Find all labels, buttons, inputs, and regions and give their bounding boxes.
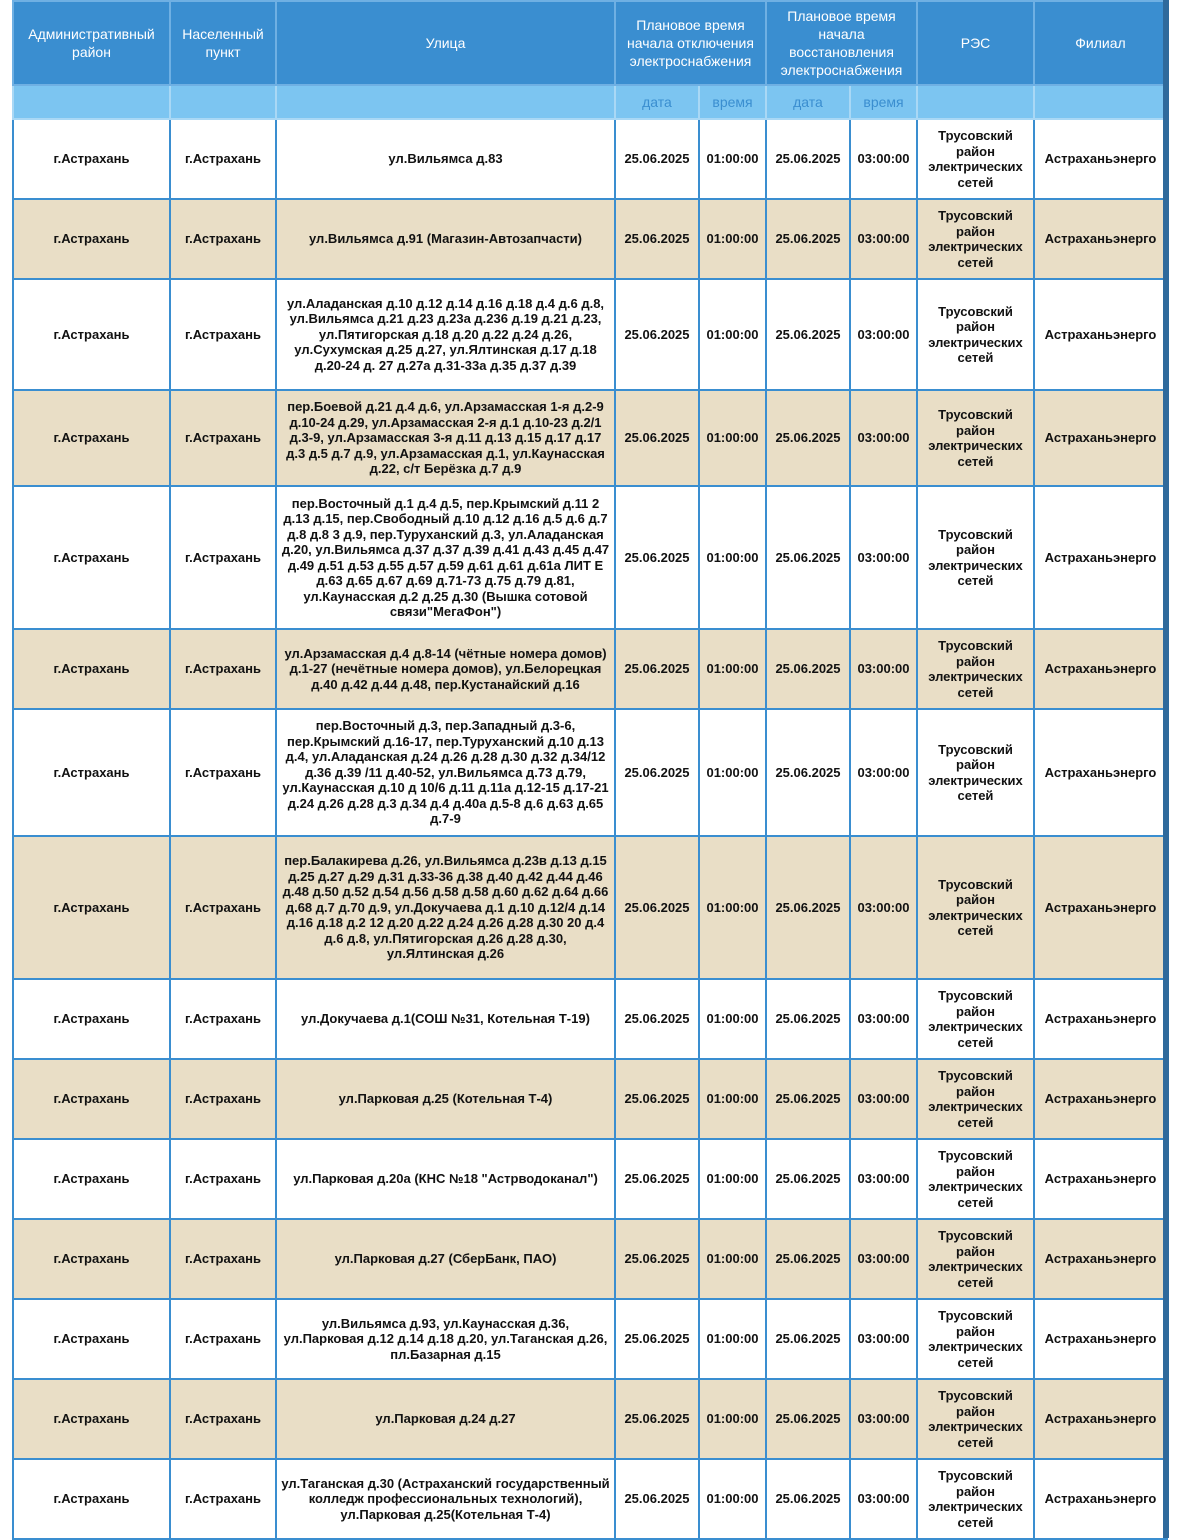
cell-settlement: г.Астрахань — [170, 1299, 276, 1379]
cell-on-date: 25.06.2025 — [766, 119, 850, 199]
cell-off-time: 01:00:00 — [699, 1059, 766, 1139]
cell-district: г.Астрахань — [13, 486, 170, 629]
cell-branch: Астраханьэнерго — [1034, 979, 1167, 1059]
cell-res: Трусовский район электрических сетей — [917, 486, 1034, 629]
cell-settlement: г.Астрахань — [170, 390, 276, 486]
header-district: Административный район — [13, 1, 170, 85]
cell-settlement: г.Астрахань — [170, 979, 276, 1059]
cell-branch: Астраханьэнерго — [1034, 836, 1167, 979]
cell-on-time: 03:00:00 — [850, 709, 917, 836]
header-off-time: Плановое время начала отключения электроснабжения — [615, 1, 766, 85]
cell-on-date: 25.06.2025 — [766, 486, 850, 629]
cell-off-date: 25.06.2025 — [615, 1059, 699, 1139]
cell-res: Трусовский район электрических сетей — [917, 979, 1034, 1059]
header-street: Улица — [276, 1, 615, 85]
cell-res: Трусовский район электрических сетей — [917, 279, 1034, 390]
cell-on-time: 03:00:00 — [850, 486, 917, 629]
cell-settlement: г.Астрахань — [170, 1379, 276, 1459]
subheader-off-date: дата — [615, 85, 699, 119]
cell-on-time: 03:00:00 — [850, 390, 917, 486]
cell-branch: Астраханьэнерго — [1034, 486, 1167, 629]
cell-res: Трусовский район электрических сетей — [917, 1219, 1034, 1299]
subheader-on-time: время — [850, 85, 917, 119]
subheader-empty — [276, 85, 615, 119]
cell-off-date: 25.06.2025 — [615, 1139, 699, 1219]
cell-street: ул.Парковая д.27 (СберБанк, ПАО) — [276, 1219, 615, 1299]
cell-off-time: 01:00:00 — [699, 1379, 766, 1459]
cell-branch: Астраханьэнерго — [1034, 1379, 1167, 1459]
cell-settlement: г.Астрахань — [170, 279, 276, 390]
cell-on-date: 25.06.2025 — [766, 1459, 850, 1539]
cell-res: Трусовский район электрических сетей — [917, 199, 1034, 279]
cell-off-time: 01:00:00 — [699, 199, 766, 279]
cell-on-date: 25.06.2025 — [766, 1219, 850, 1299]
table-body — [13, 119, 1167, 1539]
table-row — [13, 709, 1167, 836]
outage-table-container — [12, 0, 1168, 1540]
cell-off-time: 01:00:00 — [699, 1139, 766, 1219]
cell-settlement: г.Астрахань — [170, 1219, 276, 1299]
cell-district: г.Астрахань — [13, 199, 170, 279]
table-row — [13, 629, 1167, 709]
table-row — [13, 390, 1167, 486]
cell-settlement: г.Астрахань — [170, 486, 276, 629]
cell-on-date: 25.06.2025 — [766, 629, 850, 709]
cell-res: Трусовский район электрических сетей — [917, 1379, 1034, 1459]
cell-on-date: 25.06.2025 — [766, 279, 850, 390]
cell-settlement: г.Астрахань — [170, 199, 276, 279]
header-on-time: Плановое время начала восстановления электроснабжения — [766, 1, 917, 85]
header-branch: Филиал — [1034, 1, 1167, 85]
cell-off-time: 01:00:00 — [699, 979, 766, 1059]
cell-street: ул.Парковая д.24 д.27 — [276, 1379, 615, 1459]
cell-street: пер.Боевой д.21 д.4 д.6, ул.Арзамасская 1-я д.2-9 д.10-24 д.29, ул.Арзамасская 2-я д.1 д.10-23 д.2/1 д.3-9, ул.Арзамасская 3-я д.11 д.13 д.15 д.17 д.17 д.3 д.5 д.7 д.9, ул.Арзамасская д.1, ул.Каунасская д.22, с/т Берёзка д.7 д.9 — [276, 390, 615, 486]
cell-settlement: г.Астрахань — [170, 119, 276, 199]
cell-on-date: 25.06.2025 — [766, 199, 850, 279]
cell-district: г.Астрахань — [13, 836, 170, 979]
cell-settlement: г.Астрахань — [170, 1059, 276, 1139]
cell-street: ул.Докучаева д.1(СОШ №31, Котельная Т-19) — [276, 979, 615, 1059]
cell-district: г.Астрахань — [13, 709, 170, 836]
cell-on-time: 03:00:00 — [850, 1459, 917, 1539]
cell-res: Трусовский район электрических сетей — [917, 1459, 1034, 1539]
cell-off-time: 01:00:00 — [699, 836, 766, 979]
subheader-on-date: дата — [766, 85, 850, 119]
cell-branch: Астраханьэнерго — [1034, 709, 1167, 836]
cell-res: Трусовский район электрических сетей — [917, 836, 1034, 979]
table-row — [13, 1059, 1167, 1139]
cell-settlement: г.Астрахань — [170, 836, 276, 979]
cell-off-date: 25.06.2025 — [615, 1219, 699, 1299]
table-row — [13, 1459, 1167, 1539]
cell-district: г.Астрахань — [13, 1379, 170, 1459]
cell-street: ул.Арзамасская д.4 д.8-14 (чётные номера домов) д.1-27 (нечётные номера домов), ул.Белорецкая д.40 д.42 д.44 д.48, пер.Кустанайский д.16 — [276, 629, 615, 709]
cell-on-time: 03:00:00 — [850, 1379, 917, 1459]
table-row — [13, 1219, 1167, 1299]
cell-district: г.Астрахань — [13, 1219, 170, 1299]
cell-off-date: 25.06.2025 — [615, 836, 699, 979]
cell-street: пер.Балакирева д.26, ул.Вильямса д.23в д.13 д.15 д.25 д.27 д.29 д.31 д.33-36 д.38 д.40 д.42 д.44 д.46 д.48 д.50 д.52 д.54 д.56 д.58 д.58 д.60 д.62 д.64 д.66 д.68 д.7 д.70 д.9, ул.Докучаева д.1 д.10 д.12/4 д.14 д.16 д.18 д.2 12 д.20 д.22 д.24 д.26 д.28 д.30 20 д.4 д.6 д.8, ул.Пятигорская д.26 д.28 д.30, ул.Ялтинская д.26 — [276, 836, 615, 979]
cell-on-date: 25.06.2025 — [766, 979, 850, 1059]
cell-on-time: 03:00:00 — [850, 1059, 917, 1139]
cell-on-time: 03:00:00 — [850, 1139, 917, 1219]
cell-res: Трусовский район электрических сетей — [917, 390, 1034, 486]
cell-on-time: 03:00:00 — [850, 629, 917, 709]
cell-street: ул.Аладанская д.10 д.12 д.14 д.16 д.18 д.4 д.6 д.8, ул.Вильямса д.21 д.23 д.23а д.236 д.19 д.21 д.23, ул.Пятигорская д.18 д.20 д.22 д.24 д.26, ул.Сухумская д.25 д.27, ул.Ялтинская д.17 д.18 д.20-24 д. 27 д.27а д.31-33а д.35 д.37 д.39 — [276, 279, 615, 390]
cell-off-date: 25.06.2025 — [615, 486, 699, 629]
cell-on-time: 03:00:00 — [850, 836, 917, 979]
cell-off-date: 25.06.2025 — [615, 709, 699, 836]
cell-off-date: 25.06.2025 — [615, 979, 699, 1059]
cell-off-time: 01:00:00 — [699, 119, 766, 199]
cell-branch: Астраханьэнерго — [1034, 1139, 1167, 1219]
subheader-empty — [917, 85, 1034, 119]
cell-on-date: 25.06.2025 — [766, 1379, 850, 1459]
cell-res: Трусовский район электрических сетей — [917, 119, 1034, 199]
cell-off-time: 01:00:00 — [699, 1459, 766, 1539]
cell-off-date: 25.06.2025 — [615, 279, 699, 390]
cell-on-date: 25.06.2025 — [766, 1059, 850, 1139]
table-row — [13, 1379, 1167, 1459]
cell-street: ул.Таганская д.30 (Астраханский государственный колледж профессиональных технологий), ул.Парковая д.25(Котельная Т-4) — [276, 1459, 615, 1539]
scrollbar-edge — [1163, 0, 1169, 1538]
table-row — [13, 486, 1167, 629]
cell-res: Трусовский район электрических сетей — [917, 1059, 1034, 1139]
table-row — [13, 1139, 1167, 1219]
cell-res: Трусовский район электрических сетей — [917, 709, 1034, 836]
table-row — [13, 1299, 1167, 1379]
cell-street: пер.Восточный д.3, пер.Западный д.3-6, пер.Крымский д.16-17, пер.Туруханский д.10 д.13 д.4, ул.Аладанская д.24 д.26 д.28 д.30 д.32 д.34/12 д.36 д.39 /11 д.40-52, ул.Вильямса д.73 д.79, ул.Каунасская д.10 д 10/6 д.11 д.11а д.12-15 д.17-21 д.24 д.26 д.28 д.3 д.34 д.4 д.40а д.5-8 д.6 д.63 д.65 д.7-9 — [276, 709, 615, 836]
cell-off-time: 01:00:00 — [699, 390, 766, 486]
cell-district: г.Астрахань — [13, 1059, 170, 1139]
subheader-empty — [1034, 85, 1167, 119]
cell-res: Трусовский район электрических сетей — [917, 1139, 1034, 1219]
cell-off-time: 01:00:00 — [699, 629, 766, 709]
cell-branch: Астраханьэнерго — [1034, 199, 1167, 279]
cell-off-time: 01:00:00 — [699, 709, 766, 836]
cell-district: г.Астрахань — [13, 629, 170, 709]
header-settlement: Населенный пункт — [170, 1, 276, 85]
cell-street: ул.Вильямса д.83 — [276, 119, 615, 199]
cell-res: Трусовский район электрических сетей — [917, 629, 1034, 709]
cell-branch: Астраханьэнерго — [1034, 1299, 1167, 1379]
cell-branch: Астраханьэнерго — [1034, 1219, 1167, 1299]
cell-street: ул.Парковая д.25 (Котельная Т-4) — [276, 1059, 615, 1139]
cell-district: г.Астрахань — [13, 979, 170, 1059]
cell-off-time: 01:00:00 — [699, 486, 766, 629]
cell-branch: Астраханьэнерго — [1034, 119, 1167, 199]
cell-branch: Астраханьэнерго — [1034, 279, 1167, 390]
cell-off-date: 25.06.2025 — [615, 390, 699, 486]
cell-district: г.Астрахань — [13, 119, 170, 199]
cell-on-time: 03:00:00 — [850, 1219, 917, 1299]
cell-on-date: 25.06.2025 — [766, 390, 850, 486]
cell-on-date: 25.06.2025 — [766, 1299, 850, 1379]
cell-street: ул.Вильямса д.91 (Магазин-Автозапчасти) — [276, 199, 615, 279]
cell-on-date: 25.06.2025 — [766, 709, 850, 836]
header-res: РЭС — [917, 1, 1034, 85]
cell-off-date: 25.06.2025 — [615, 1299, 699, 1379]
cell-on-time: 03:00:00 — [850, 279, 917, 390]
cell-branch: Астраханьэнерго — [1034, 1059, 1167, 1139]
cell-res: Трусовский район электрических сетей — [917, 1299, 1034, 1379]
cell-on-time: 03:00:00 — [850, 979, 917, 1059]
cell-district: г.Астрахань — [13, 1139, 170, 1219]
cell-on-date: 25.06.2025 — [766, 1139, 850, 1219]
cell-district: г.Астрахань — [13, 279, 170, 390]
cell-district: г.Астрахань — [13, 390, 170, 486]
cell-off-time: 01:00:00 — [699, 279, 766, 390]
cell-off-time: 01:00:00 — [699, 1299, 766, 1379]
table-row — [13, 279, 1167, 390]
cell-street: пер.Восточный д.1 д.4 д.5, пер.Крымский д.11 2 д.13 д.15, пер.Свободный д.10 д.12 д.16 д.5 д.6 д.7 д.8 д.8 3 д.9, пер.Туруханский д.3, ул.Аладанская д.20, ул.Вильямса д.37 д.37 д.39 д.41 д.43 д.45 д.47 д.49 д.51 д.53 д.55 д.57 д.59 д.61 д.61 д.61а ЛИТ Е д.63 д.65 д.67 д.69 д.71-73 д.75 д.79 д.81, ул.Каунасская д.2 д.25 д.30 (Вышка сотовой связи"МегаФон") — [276, 486, 615, 629]
cell-on-date: 25.06.2025 — [766, 836, 850, 979]
cell-branch: Астраханьэнерго — [1034, 390, 1167, 486]
cell-off-date: 25.06.2025 — [615, 119, 699, 199]
cell-street: ул.Парковая д.20а (КНС №18 "Астрводоканал") — [276, 1139, 615, 1219]
subheader-empty — [170, 85, 276, 119]
table-row — [13, 119, 1167, 199]
cell-off-date: 25.06.2025 — [615, 199, 699, 279]
cell-on-time: 03:00:00 — [850, 1299, 917, 1379]
cell-district: г.Астрахань — [13, 1459, 170, 1539]
table-row — [13, 979, 1167, 1059]
cell-off-time: 01:00:00 — [699, 1219, 766, 1299]
cell-off-date: 25.06.2025 — [615, 1459, 699, 1539]
outage-table — [12, 0, 1168, 1540]
subheader-empty — [13, 85, 170, 119]
cell-settlement: г.Астрахань — [170, 709, 276, 836]
cell-on-time: 03:00:00 — [850, 199, 917, 279]
cell-district: г.Астрахань — [13, 1299, 170, 1379]
cell-settlement: г.Астрахань — [170, 1139, 276, 1219]
cell-off-date: 25.06.2025 — [615, 1379, 699, 1459]
cell-branch: Астраханьэнерго — [1034, 629, 1167, 709]
cell-off-date: 25.06.2025 — [615, 629, 699, 709]
cell-street: ул.Вильямса д.93, ул.Каунасская д.36, ул.Парковая д.12 д.14 д.18 д.20, ул.Таганская д.26, пл.Базарная д.15 — [276, 1299, 615, 1379]
cell-settlement: г.Астрахань — [170, 629, 276, 709]
cell-on-time: 03:00:00 — [850, 119, 917, 199]
cell-settlement: г.Астрахань — [170, 1459, 276, 1539]
subheader-off-time: время — [699, 85, 766, 119]
table-row — [13, 199, 1167, 279]
table-row — [13, 836, 1167, 979]
cell-branch: Астраханьэнерго — [1034, 1459, 1167, 1539]
